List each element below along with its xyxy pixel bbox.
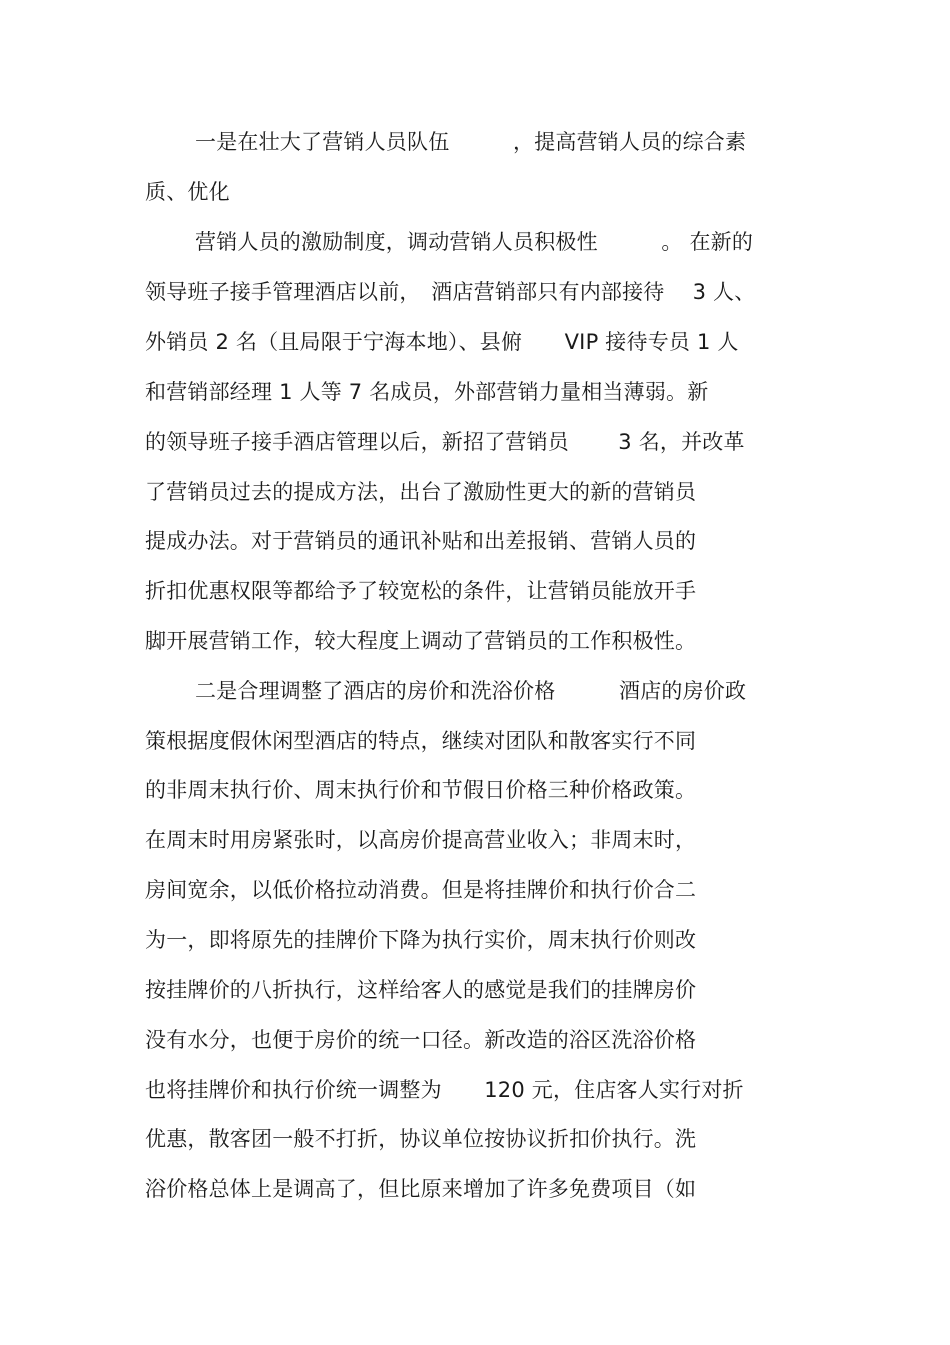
paragraph-line: 质、优化 <box>145 180 230 204</box>
paragraph-line: 营销人员的激励制度，调动营销人员积极性 。 在新的 <box>195 230 754 254</box>
paragraph-line: 二是合理调整了酒店的房价和洗浴价格 酒店的房价政 <box>195 679 747 703</box>
paragraph-line: 领导班子接手管理酒店以前， 酒店营销部只有内部接待 3 人、 <box>145 280 756 304</box>
paragraph-line: 脚开展营销工作，较大程度上调动了营销员的工作积极性。 <box>145 629 697 653</box>
paragraph-line: 按挂牌价的八折执行，这样给客人的感觉是我们的挂牌房价 <box>145 978 697 1002</box>
paragraph-line: 的非周末执行价、周末执行价和节假日价格三种价格政策。 <box>145 778 697 802</box>
paragraph-line: 在周末时用房紧张时，以高房价提高营业收入；非周末时， <box>145 828 697 852</box>
paragraph-line: 房间宽余，以低价格拉动消费。但是将挂牌价和执行价合二 <box>145 878 697 902</box>
paragraph-line: 为一，即将原先的挂牌价下降为执行实价，周末执行价则改 <box>145 928 697 952</box>
paragraph-line: 外销员 2 名（且局限于宁海本地）、县俯 VIP 接待专员 1 人 <box>145 330 739 354</box>
paragraph-line: 策根据度假休闲型酒店的特点，继续对团队和散客实行不同 <box>145 729 697 753</box>
paragraph-line: 和营销部经理 1 人等 7 名成员，外部营销力量相当薄弱。新 <box>145 380 709 404</box>
paragraph-line: 也将挂牌价和执行价统一调整为 120 元，住店客人实行对折 <box>145 1078 744 1102</box>
paragraph-line: 优惠，散客团一般不打折，协议单位按协议折扣价执行。洗 <box>145 1127 697 1151</box>
paragraph-line: 了营销员过去的提成方法，出台了激励性更大的新的营销员 <box>145 480 697 504</box>
paragraph-line: 提成办法。对于营销员的通讯补贴和出差报销、营销人员的 <box>145 529 697 553</box>
paragraph-line: 折扣优惠权限等都给予了较宽松的条件，让营销员能放开手 <box>145 579 697 603</box>
paragraph-line: 浴价格总体上是调高了，但比原来增加了许多免费项目（如 <box>145 1177 697 1201</box>
paragraph-line: 一是在壮大了营销人员队伍 ，提高营销人员的综合素 <box>195 130 747 154</box>
paragraph-line: 的领导班子接手酒店管理以后，新招了营销员 3 名，并改革 <box>145 430 745 454</box>
paragraph-line: 没有水分，也便于房价的统一口径。新改造的浴区洗浴价格 <box>145 1028 697 1052</box>
